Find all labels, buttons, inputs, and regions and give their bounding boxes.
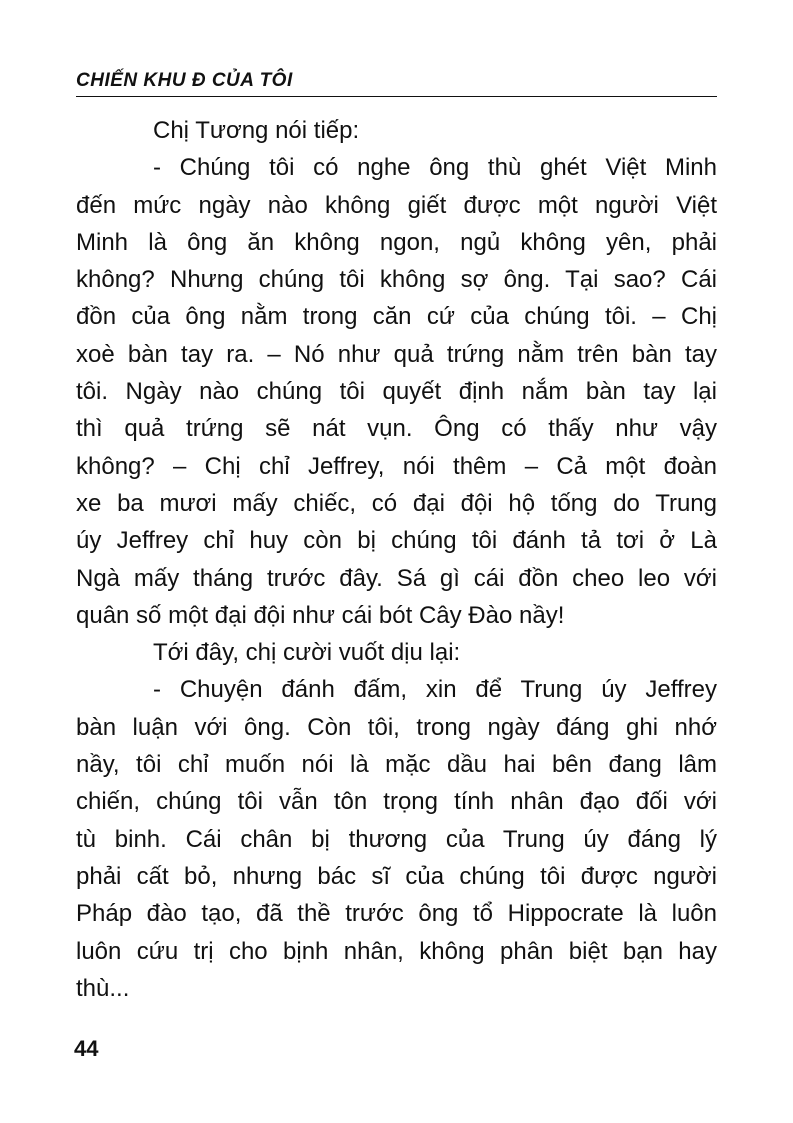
text-line: quân số một đại đội như cái bót Cây Đào nầy! <box>76 601 565 629</box>
text-line: Chị Tương nói tiếp: <box>153 117 360 144</box>
text-line: nầy, tôi chỉ muốn nói là mặc dầu hai bên đang lâm <box>76 751 717 779</box>
text-line: - Chúng tôi có nghe ông thù ghét Việt Minh <box>153 154 717 182</box>
text-line: Tới đây, chị cười vuốt dịu lại: <box>153 639 461 667</box>
body-text <box>76 112 717 1007</box>
text-line: tôi. Ngày nào chúng tôi quyết định nắm bàn tay lại <box>76 378 717 406</box>
text-line: bàn luận với ông. Còn tôi, trong ngày đáng ghi nhớ <box>76 713 717 741</box>
text-line: chiến, chúng tôi vẫn tôn trọng tính nhân đạo đối với <box>76 788 717 816</box>
text-line: phải cất bỏ, nhưng bác sĩ của chúng tôi được người <box>76 862 717 890</box>
text-line: thù... <box>76 974 130 1002</box>
text-line: Minh là ông ăn không ngon, ngủ không yên, phải <box>76 228 717 256</box>
text-line: tù binh. Cái chân bị thương của Trung úy đáng lý <box>76 825 717 853</box>
text-line: không? Nhưng chúng tôi không sợ ông. Tại sao? Cái <box>76 266 717 294</box>
text-line: đến mức ngày nào không giết được một người Việt <box>76 191 717 219</box>
header-rule <box>76 96 717 97</box>
text-line: thì quả trứng sẽ nát vụn. Ông có thấy như vậy <box>76 415 717 443</box>
text-line: úy Jeffrey chỉ huy còn bị chúng tôi đánh tả tơi ở Là <box>76 527 717 555</box>
text-line: không? – Chị chỉ Jeffrey, nói thêm – Cả một đoàn <box>76 452 717 480</box>
text-line: xoè bàn tay ra. – Nó như quả trứng nằm trên bàn tay <box>76 340 717 368</box>
text-line: - Chuyện đánh đấm, xin để Trung úy Jeffrey <box>153 676 717 704</box>
text-line: xe ba mươi mấy chiếc, có đại đội hộ tống do Trung <box>76 489 717 517</box>
running-header: CHIẾN KHU Đ CỦA TÔI <box>76 70 293 91</box>
text-line: luôn cứu trị cho bịnh nhân, không phân biệt bạn hay <box>76 937 717 965</box>
text-line: đồn của ông nằm trong căn cứ của chúng tôi. – Chị <box>76 303 717 331</box>
text-line: Pháp đào tạo, đã thề trước ông tổ Hippocrate là luôn <box>76 900 717 928</box>
text-line: Ngà mấy tháng trước đây. Sá gì cái đồn cheo leo với <box>76 564 717 592</box>
page-number: 44 <box>74 1036 99 1061</box>
